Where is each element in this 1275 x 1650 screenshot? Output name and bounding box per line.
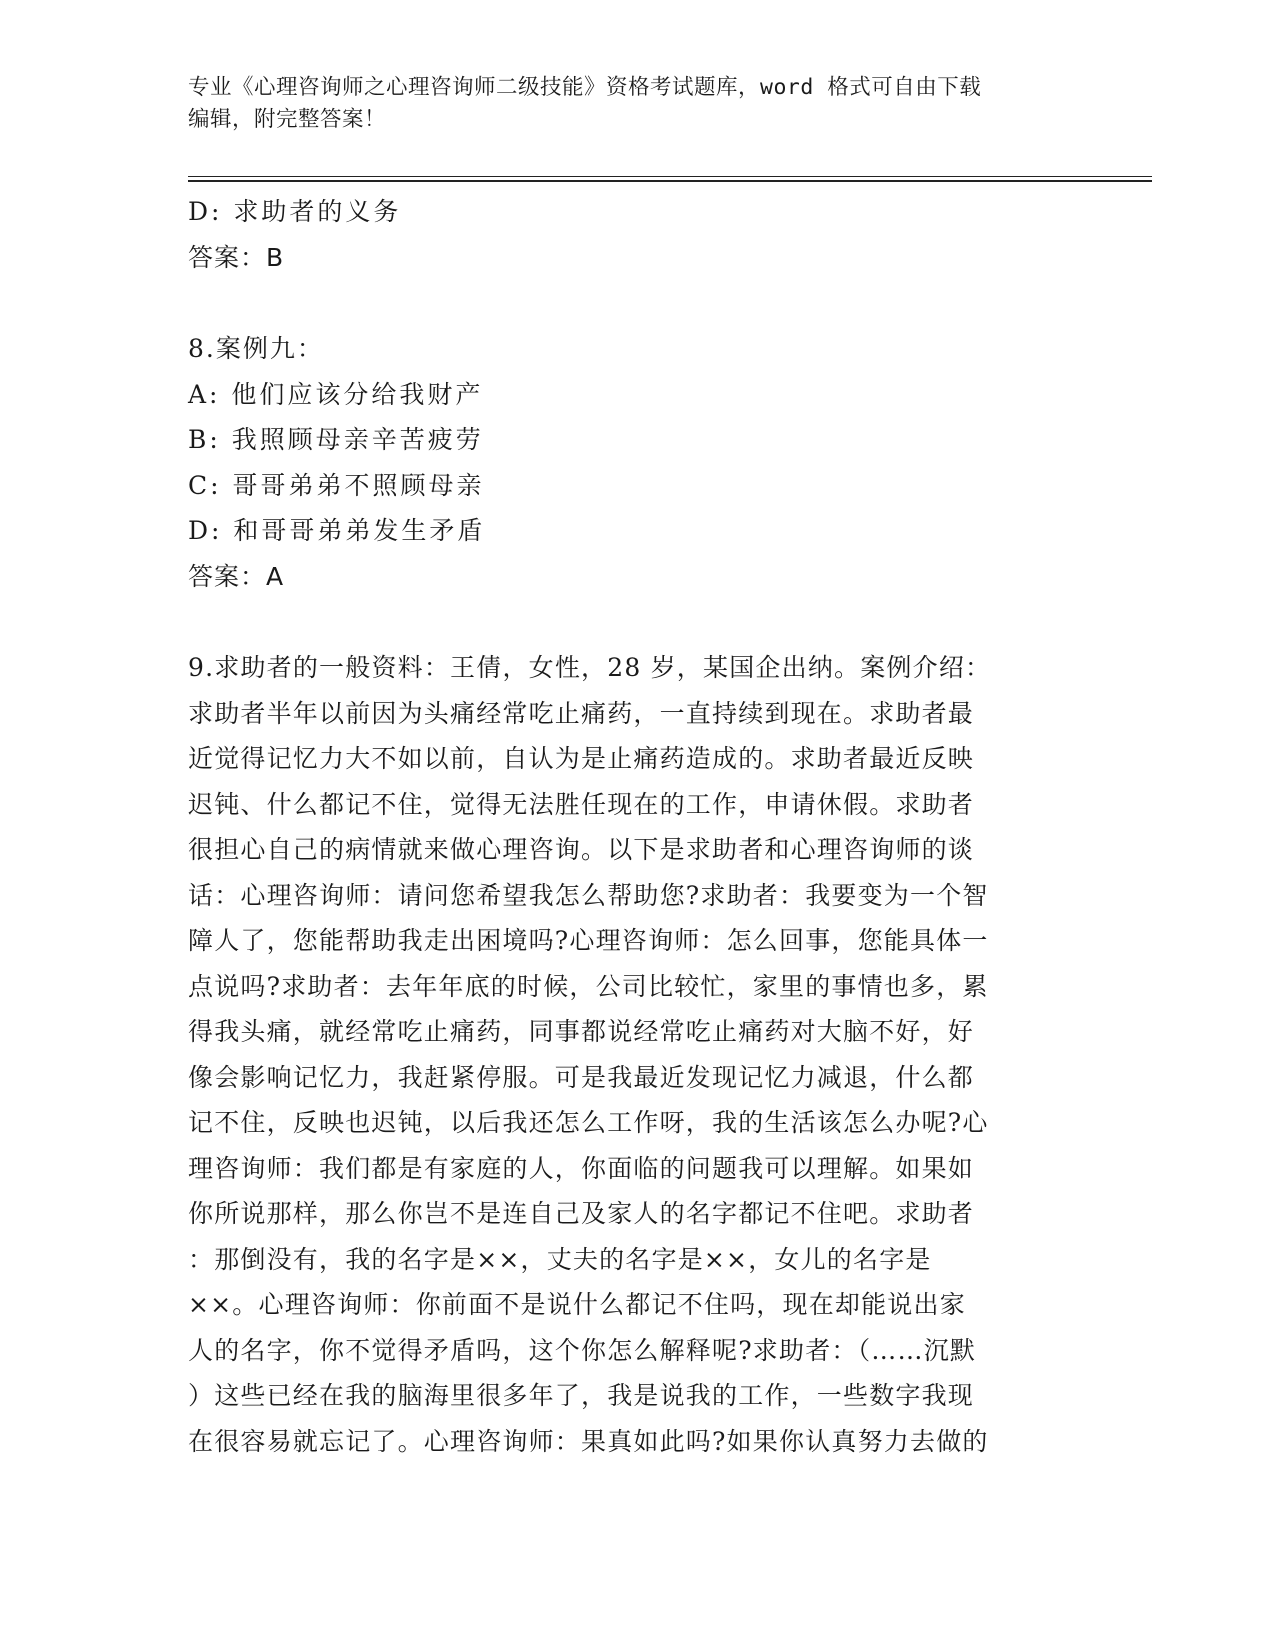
- q9-line: 近觉得记忆力大不如以前，自认为是止痛药造成的。求助者最近反映: [188, 744, 975, 773]
- header-divider-thick: [188, 180, 1152, 182]
- q7-option-d: D: 求助者的义务: [188, 197, 402, 226]
- q9-line: 得我头痛，就经常吃止痛药，同事都说经常吃止痛药对大脑不好，好: [188, 1017, 975, 1046]
- q9-line: 你所说那样，那么你岂不是连自己及家人的名字都记不住吧。求助者: [188, 1199, 975, 1228]
- q9-line: 障人了，您能帮助我走出困境吗?心理咨询师：怎么回事，您能具体一: [188, 926, 989, 955]
- q8-answer: 答案：A: [188, 561, 285, 591]
- q8-option-d: D: 和哥哥弟弟发生矛盾: [188, 516, 486, 545]
- header-divider-thin: [188, 176, 1152, 177]
- q9-line: ）这些已经在我的脑海里很多年了，我是说我的工作，一些数字我现: [188, 1381, 975, 1410]
- q9-question: [188, 645, 1068, 1464]
- page-header: [188, 72, 1068, 136]
- q9-line: 点说吗?求助者：去年年底的时候，公司比较忙，家里的事情也多，累: [188, 971, 989, 1001]
- q8-question: 8.案例九：: [188, 334, 324, 363]
- q8-option-b: B: 我照顾母亲辛苦疲劳: [188, 425, 484, 454]
- q9-line: 记不住，反映也迟钝，以后我还怎么工作呀，我的生活该怎么办呢?心: [188, 1108, 989, 1137]
- q9-line: 求助者半年以前因为头痛经常吃止痛药，一直持续到现在。求助者最: [188, 698, 975, 728]
- spacer: [188, 280, 1068, 326]
- q9-line: ××。心理咨询师：你前面不是说什么都记不住吗，现在却能说出家: [188, 1290, 966, 1319]
- q9-line: 9.求助者的一般资料：王倩，女性，28 岁，某国企出纳。案例介绍：: [188, 653, 992, 682]
- q8-option-a: A: 他们应该分给我财产: [188, 379, 484, 409]
- q9-line: 理咨询师：我们都是有家庭的人，你面临的问题我可以理解。如果如: [188, 1153, 975, 1183]
- header-line-1: 专业《心理咨询师之心理咨询师二级技能》资格考试题库，word 格式可自由下载: [188, 75, 982, 100]
- q9-line: 在很容易就忘记了。心理咨询师：果真如此吗?如果你认真努力去做的: [188, 1426, 989, 1456]
- q8-option-c: C: 哥哥弟弟不照顾母亲: [188, 470, 485, 500]
- q9-line: 很担心自己的病情就来做心理咨询。以下是求助者和心理咨询师的谈: [188, 835, 975, 864]
- q9-line: 话：心理咨询师：请问您希望我怎么帮助您?求助者：我要变为一个智: [188, 880, 989, 910]
- header-line-2: 编辑，附完整答案！: [188, 107, 387, 132]
- q9-line: 人的名字，你不觉得矛盾吗，这个你怎么解释呢?求助者：（……沉默: [188, 1335, 977, 1365]
- document-body: [188, 189, 1068, 1464]
- q7-answer: 答案：B: [188, 242, 285, 272]
- q9-line: 像会影响记忆力，我赶紧停服。可是我最近发现记忆力减退，什么都: [188, 1062, 975, 1092]
- q9-line: 迟钝、什么都记不住，觉得无法胜任现在的工作，申请休假。求助者: [188, 789, 975, 819]
- spacer: [188, 599, 1068, 645]
- q9-line: ：那倒没有，我的名字是××，丈夫的名字是××，女儿的名字是: [188, 1244, 932, 1274]
